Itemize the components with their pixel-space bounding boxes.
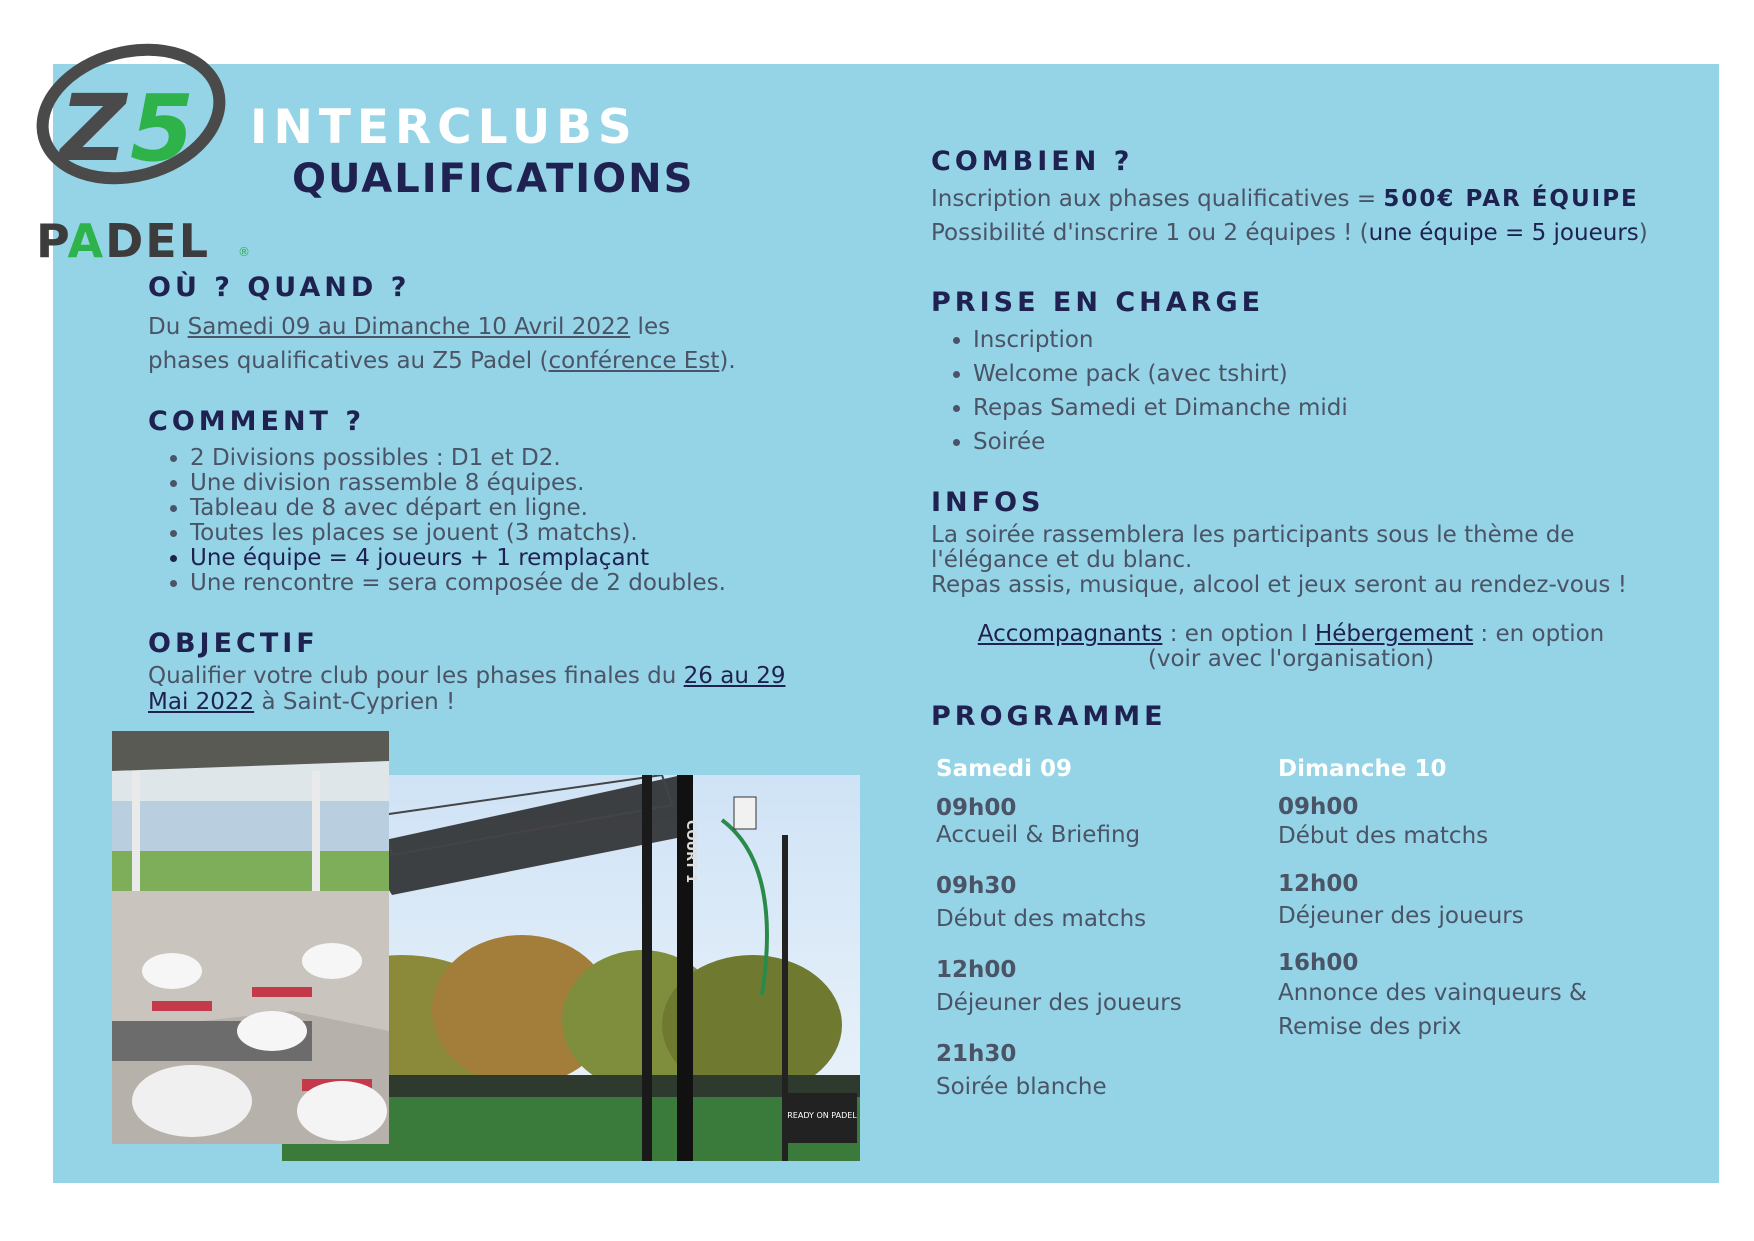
list-item: • Tableau de 8 avec départ en ligne.: [190, 496, 810, 521]
event-time: 09h00: [1278, 794, 1359, 820]
objectif-text: [148, 663, 788, 715]
programme-day-samedi: Samedi 09: [936, 756, 1073, 782]
conference-link[interactable]: conférence Est: [548, 348, 720, 374]
programme-day-dimanche: Dimanche 10: [1278, 756, 1447, 782]
heading-infos: INFOS: [931, 487, 1045, 518]
event-time: 12h00: [1278, 871, 1359, 897]
combien-line2-post: ): [1638, 220, 1648, 246]
list-item: • Welcome pack (avec tshirt): [973, 357, 1673, 391]
infos-line1: La soirée rassemblera les participants sous le thème de: [931, 522, 1575, 548]
ou-quand-pre: Du: [148, 314, 188, 340]
voir-organisation: (voir avec l'organisation): [1147, 646, 1435, 672]
price: 500€ PAR ÉQUIPE: [1383, 186, 1639, 212]
heb-post: : en option: [1473, 621, 1605, 647]
event-time: 16h00: [1278, 950, 1359, 976]
objectif-post: à Saint-Cyprien !: [254, 689, 456, 715]
infos-line3: Repas assis, musique, alcool et jeux seront au rendez-vous !: [931, 572, 1627, 598]
padel-wordmark: PADEL: [36, 214, 211, 268]
event-time: 09h30: [936, 873, 1017, 899]
objectif-pre: Qualifier votre club pour les phases finales du: [148, 663, 684, 689]
list-item: • Une équipe = 4 joueurs + 1 remplaçant: [190, 546, 810, 571]
list-item: • 2 Divisions possibles : D1 et D2.: [190, 446, 810, 471]
court-sign: COURT 1: [683, 820, 698, 884]
objectif-dates: 26 au 29 Mai 2022: [148, 663, 786, 715]
list-item: • Inscription: [973, 323, 1673, 357]
title-qualifications: QUALIFICATIONS: [292, 156, 695, 202]
event-time: 09h00: [936, 795, 1017, 821]
options-line: [931, 622, 1651, 647]
combien-line1-pre: Inscription aux phases qualificatives =: [931, 186, 1384, 212]
heading-prise-en-charge: PRISE EN CHARGE: [931, 287, 1265, 318]
event-text: Remise des prix: [1278, 1014, 1462, 1040]
svg-text:Z: Z: [60, 75, 127, 182]
list-item: • Repas Samedi et Dimanche midi: [973, 391, 1673, 425]
event-text: Déjeuner des joueurs: [936, 990, 1182, 1016]
list-item: • Toutes les places se jouent (3 matchs).: [190, 521, 810, 546]
event-text: Début des matchs: [1278, 823, 1489, 849]
infos-options: [931, 622, 1651, 672]
prise-list: [931, 323, 1673, 459]
combien-team-size: une équipe = 5 joueurs: [1368, 220, 1639, 246]
banner-text: READY ON PADEL: [787, 1111, 857, 1120]
acc-post: : en option I: [1162, 621, 1315, 647]
combien-line2: [931, 216, 1691, 250]
registered-mark: ®: [238, 245, 250, 259]
heading-combien: COMBIEN ?: [931, 146, 1134, 177]
combien-line2-pre: Possibilité d'inscrire 1 ou 2 équipes ! (: [931, 220, 1369, 246]
event-time: 21h30: [936, 1041, 1017, 1067]
event-time: 12h00: [936, 957, 1017, 983]
comment-list: [148, 446, 810, 596]
heading-objectif: OBJECTIF: [148, 628, 319, 659]
z5-padel-logo: [34, 32, 264, 268]
infos-line2: l'élégance et du blanc.: [931, 547, 1193, 573]
event-text: Déjeuner des joueurs: [1278, 903, 1524, 929]
title-interclubs: INTERCLUBS: [250, 100, 638, 155]
event-text: Début des matchs: [936, 906, 1147, 932]
heading-programme: PROGRAMME: [931, 701, 1167, 732]
list-item: • Une division rassemble 8 équipes.: [190, 471, 810, 496]
event-text: Annonce des vainqueurs &: [1278, 980, 1587, 1006]
list-item: • Soirée: [973, 425, 1673, 459]
event-text: Accueil & Briefing: [936, 822, 1141, 848]
accompagnants-link[interactable]: Accompagnants: [977, 621, 1163, 647]
ou-quand-dates: Samedi 09 au Dimanche 10 Avril 2022: [187, 314, 631, 340]
combien-line1: [931, 182, 1691, 216]
list-item: • Une rencontre = sera composée de 2 doubles.: [190, 571, 810, 596]
ou-quand-mid: les phases qualificatives au Z5 Padel (: [148, 314, 671, 374]
heading-comment: COMMENT ?: [148, 406, 366, 437]
ou-quand-post: ).: [719, 348, 736, 374]
event-text: Soirée blanche: [936, 1074, 1107, 1100]
svg-text:5: 5: [130, 75, 195, 182]
ou-quand-text: [148, 310, 748, 378]
heading-ou-quand: OÙ ? QUAND ?: [148, 272, 411, 303]
infos-text: [931, 523, 1651, 598]
terrace-photo: [112, 731, 389, 1144]
hebergement-link[interactable]: Hébergement: [1314, 621, 1474, 647]
